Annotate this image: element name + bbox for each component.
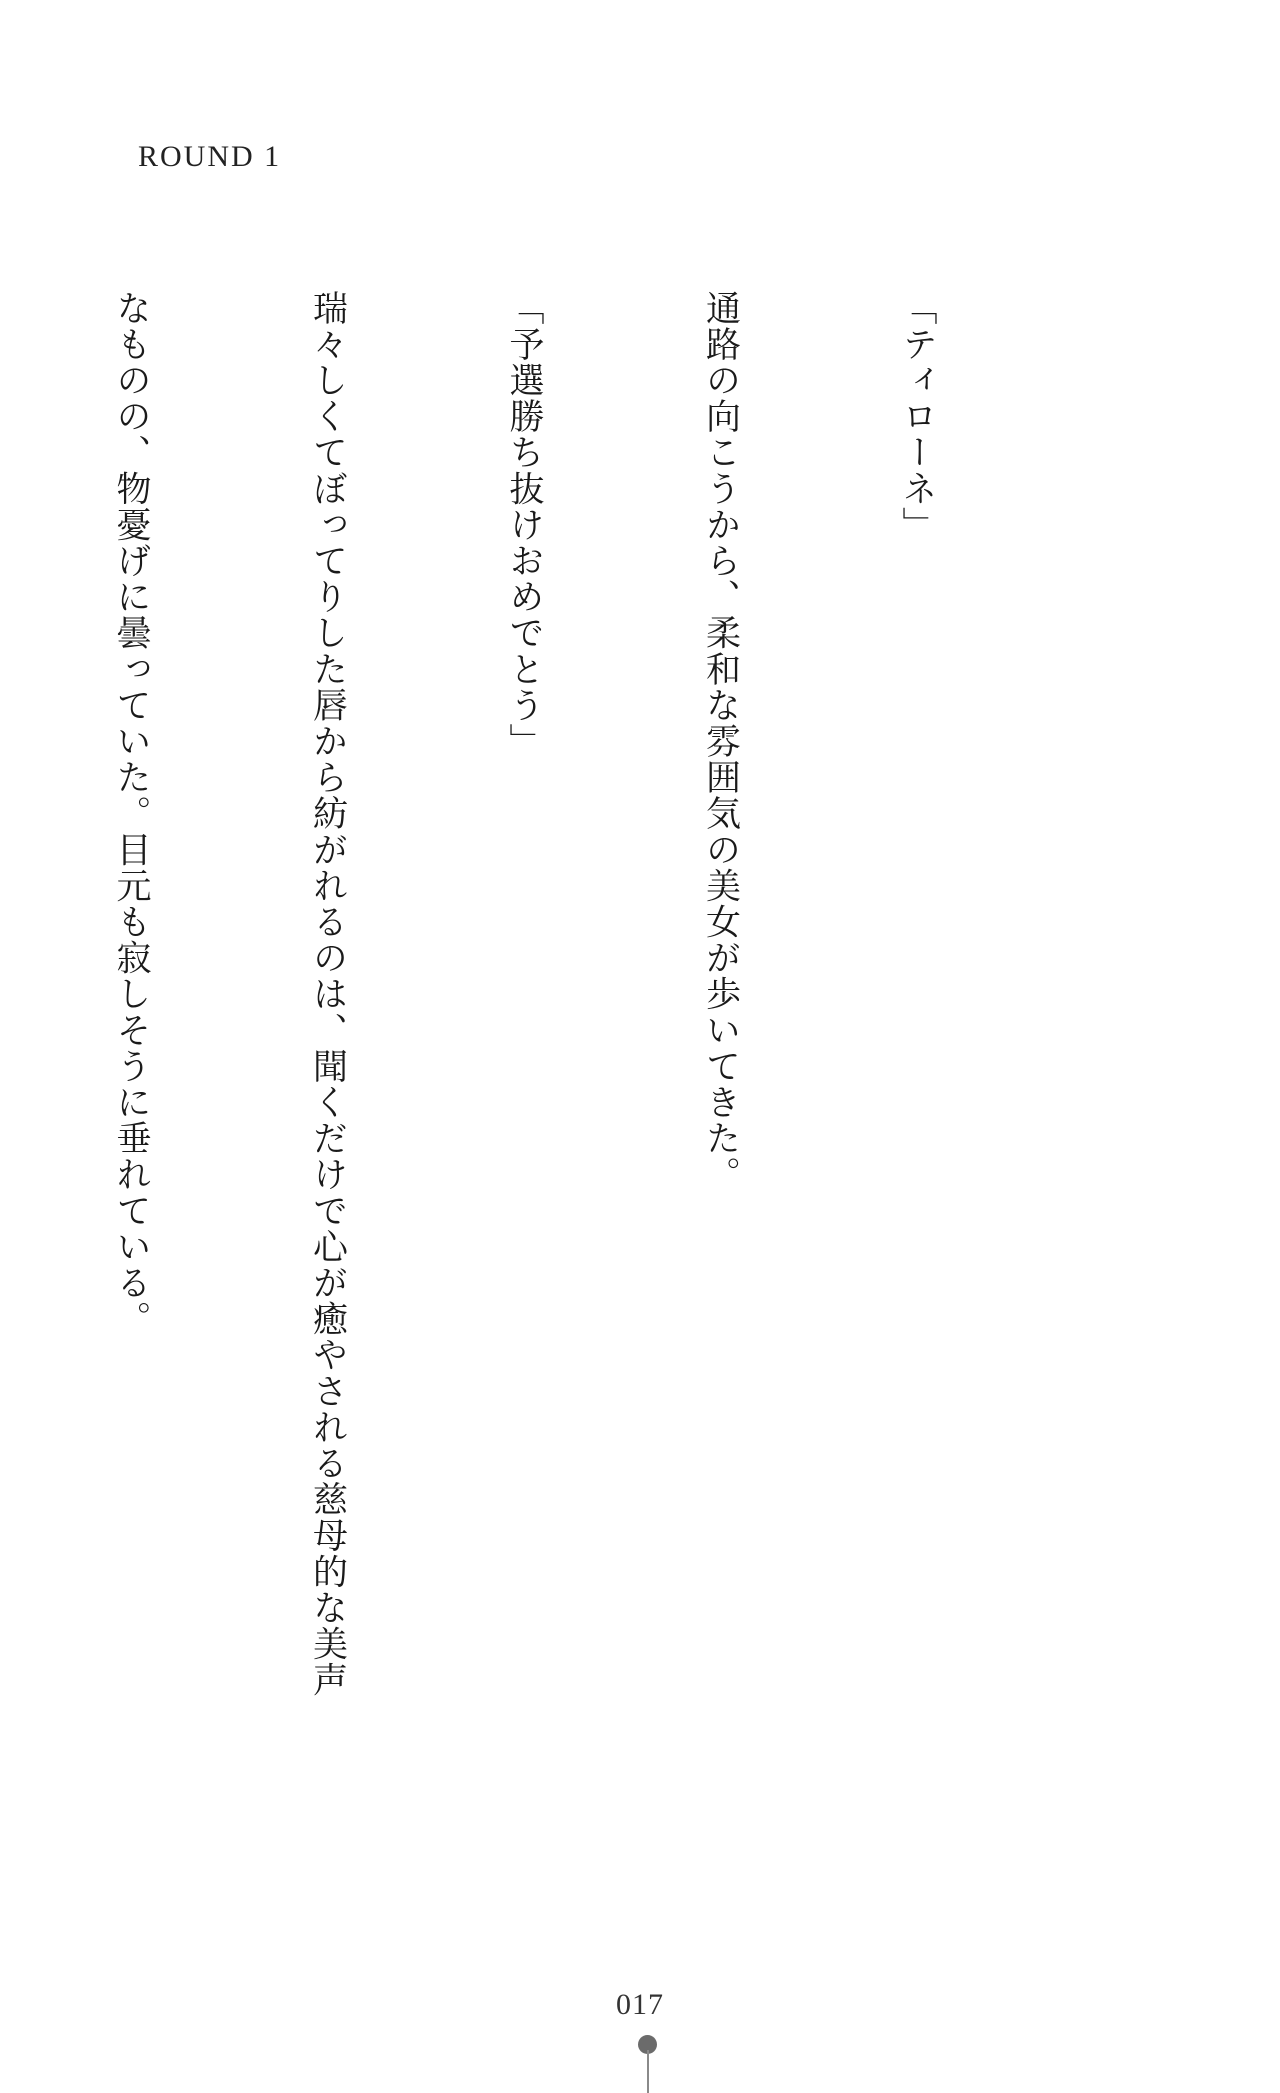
- text-line: なものの、物憂げに曇っていた。目元も寂しそうに垂れている。: [111, 290, 151, 1337]
- text-line: 瑞々しくてぼってりした唇から紡がれるのは、聞くだけで心が癒やされる慈母的な美声: [307, 290, 348, 1698]
- text-line: 「ティローネ」: [897, 290, 937, 543]
- page-number: 017: [616, 1988, 664, 2021]
- text-line: 「予選勝ち抜けおめでとう」: [504, 290, 544, 760]
- text-line: 通路の向こうから、柔和な雰囲気の美女が歩いてきた。: [700, 290, 741, 1193]
- running-header: ROUND 1: [138, 140, 282, 173]
- vertical-body-text: [0, 290, 1080, 1730]
- page-marker-line: [647, 2050, 649, 2093]
